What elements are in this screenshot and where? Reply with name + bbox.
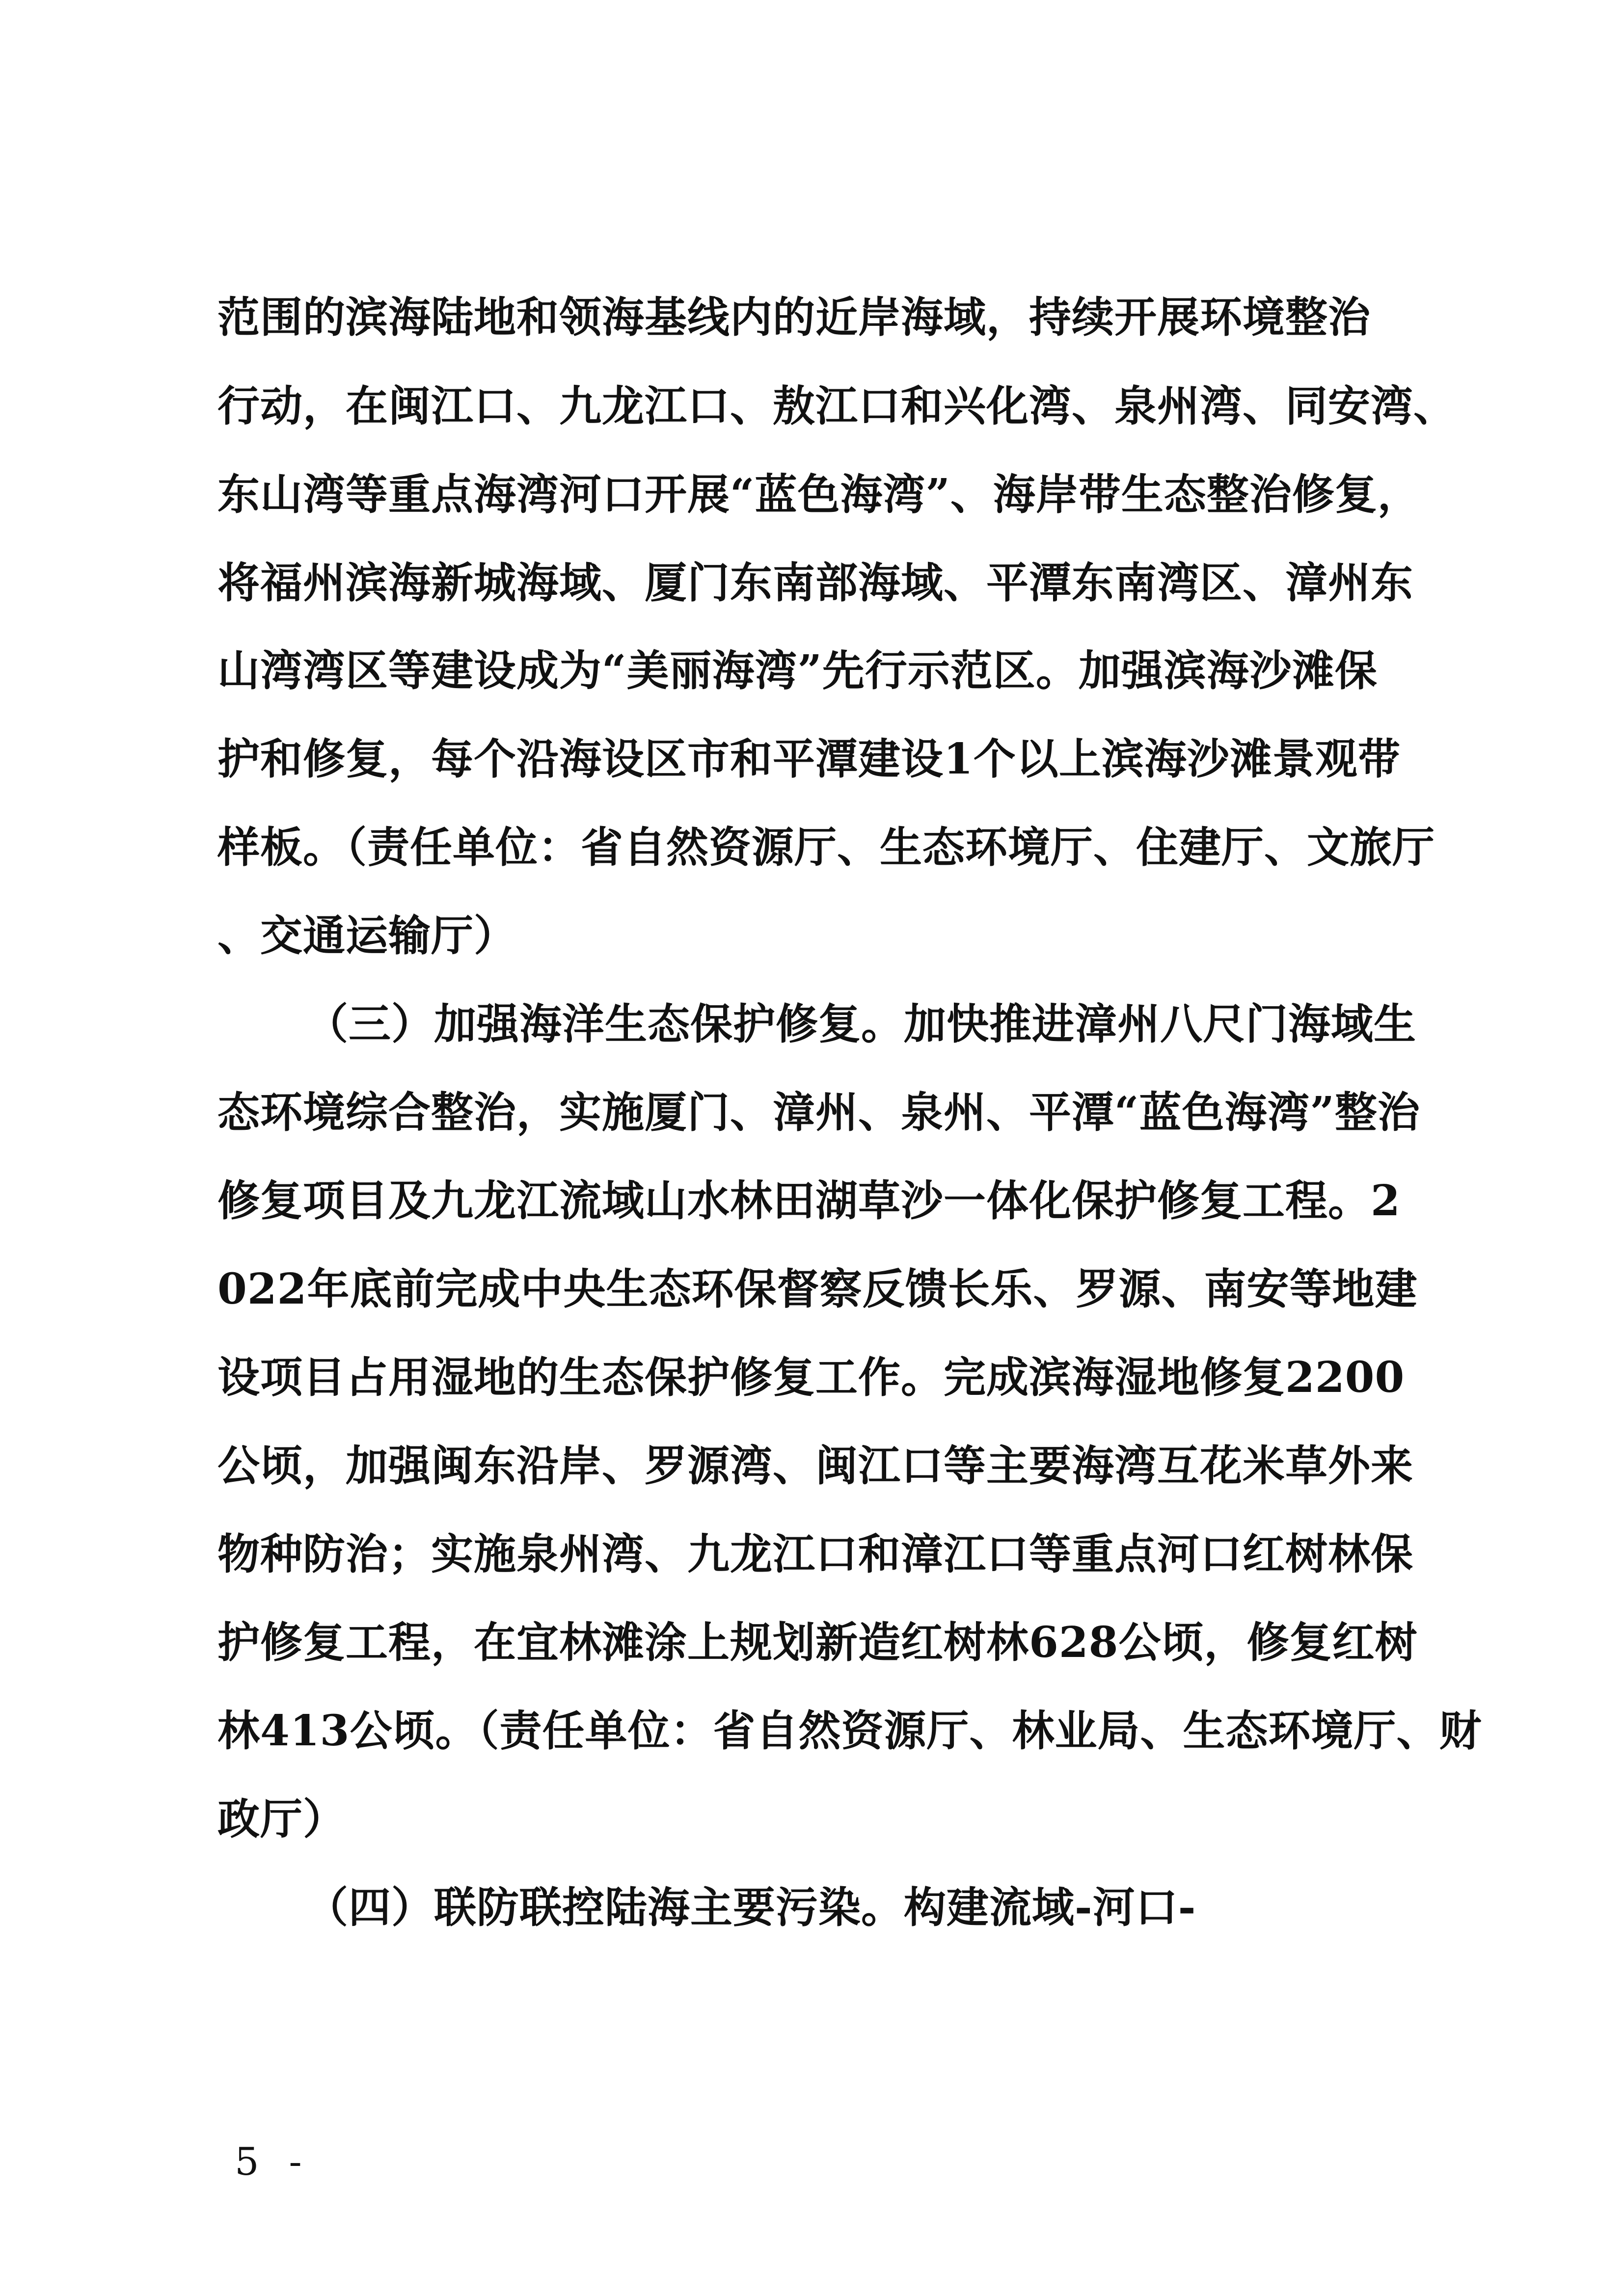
text-line-17: 林413公顷。（责任单位：省自然资源厅、林业局、生态环境厅、财 (217, 1706, 1482, 1756)
text-line-7: 样板。（责任单位：省自然资源厅、生态环境厅、住建厅、文旅厅 (217, 823, 1435, 872)
text-line-4: 将福州滨海新城海域、厦门东南部海域、平潭东南湾区、漳州东 (217, 558, 1413, 608)
text-line-2: 行动，在闽江口、九龙江口、敖江口和兴化湾、泉州湾、同安湾、 (217, 381, 1456, 431)
text-line-14: 公顷，加强闽东沿岸、罗源湾、闽江口等主要海湾互花米草外来 (217, 1441, 1413, 1491)
text-line-10: 态环境综合整治，实施厦门、漳州、泉州、平潭“蓝色海湾”整治 (217, 1088, 1420, 1137)
text-line-11: 修复项目及九龙江流域山水林田湖草沙一体化保护修复工程。2 (217, 1176, 1401, 1226)
text-line-15: 物种防治；实施泉州湾、九龙江口和漳江口等重点河口红树林保 (217, 1529, 1413, 1579)
text-line-8: 、交通运输厅） (217, 911, 516, 961)
section-heading-3: （三）加强海洋生态保护修复。加快推进漳州八尺门海域生 (306, 999, 1416, 1049)
text-line-13: 设项目占用湿地的生态保护修复工作。完成滨海湿地修复2200 (217, 1353, 1405, 1402)
text-line-5: 山湾湾区等建设成为“美丽海湾”先行示范区。加强滨海沙滩保 (217, 646, 1378, 695)
text-line-1: 范围的滨海陆地和领海基线内的近岸海域，持续开展环境整治 (217, 293, 1371, 342)
text-line-6: 护和修复，每个沿海设区市和平潭建设1个以上滨海沙滩景观带 (217, 734, 1401, 784)
text-line-3: 东山湾等重点海湾河口开展“蓝色海湾”、海岸带生态整治修复， (217, 470, 1420, 519)
text-line-12: 022年底前完成中央生态环保督察反馈长乐、罗源、南安等地建 (217, 1264, 1418, 1314)
section-heading-4: （四）联防联控陆海主要污染。构建流域-河口- (306, 1883, 1196, 1932)
text-line-16: 护修复工程，在宜林滩涂上规划新造红树林628公顷，修复红树 (217, 1618, 1418, 1667)
text-line-18: 政厅） (217, 1794, 346, 1844)
page-number: 5 - (235, 2140, 311, 2184)
